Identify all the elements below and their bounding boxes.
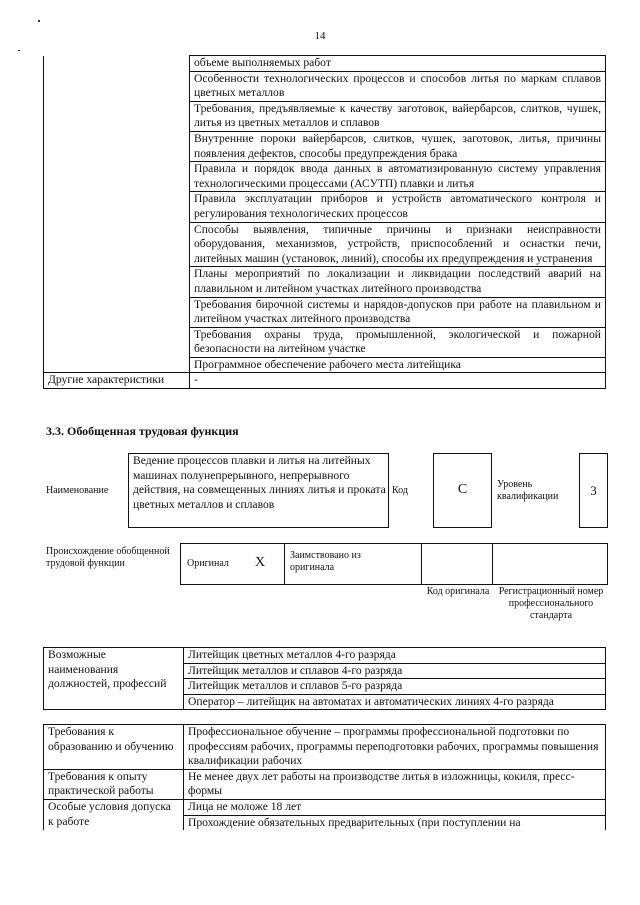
- code-label: Код: [392, 485, 408, 496]
- knowledge-row: Требования, предъявляемые к качеству заготовок, вайербарсов, слитков, чушек, литья из цветных металлов и сплавов: [190, 101, 606, 131]
- knowledge-label-cell: [44, 56, 190, 373]
- function-name-box: [128, 453, 389, 528]
- level-box: [579, 453, 608, 528]
- code-value: С: [457, 482, 468, 497]
- knowledge-row: Особенности технологических процессов и способов литья по маркам сплавов цветных металлов: [190, 71, 606, 101]
- registration-number-caption: Регистрационный номер профессионального стандарта: [498, 586, 604, 621]
- special-conditions-label: Особые условия допуска к работе: [44, 799, 184, 830]
- knowledge-row: Требования охраны труда, промышленной, экологической и пожарной безопасности на литейном участке: [190, 327, 606, 357]
- knowledge-row: Внутренние пороки вайербарсов, слитков, чушек, заготовок, литья, причины появления дефектов, способы предупреждения брака: [190, 131, 606, 161]
- special-conditions-value: Лица не моложе 18 лет: [184, 799, 606, 815]
- position-item: Оператор – литейщик на автоматах и автоматических линиях 4-го разряда: [184, 694, 606, 710]
- name-label: Наименование: [46, 485, 109, 496]
- original-mark: X: [255, 555, 266, 570]
- knowledge-row: Правила эксплуатации приборов и устройств автоматического контроля и регулирования технологических процессов: [190, 192, 606, 222]
- education-label: Требования к образованию и обучению: [44, 725, 184, 770]
- function-name-value: Ведение процессов плавки и литья на литейных машинах полунепрерывного, непрерывного действия, на совмещенных линиях литья и проката цветных металлов и сплавов: [133, 454, 386, 511]
- page-number: 14: [314, 30, 326, 42]
- knowledge-row: Программное обеспечение рабочего места литейщика: [190, 357, 606, 373]
- position-item: Литейщик металлов и сплавов 5-го разряда: [184, 679, 606, 695]
- special-conditions-value-continued: Прохождение обязательных предварительных (при поступлении на: [184, 815, 606, 830]
- knowledge-row: Планы мероприятий по локализации и ликвидации последствий аварий на плавильном и литейном участках литейного производства: [190, 267, 606, 297]
- knowledge-table: [43, 55, 606, 389]
- origin-divider: [492, 544, 493, 584]
- position-item: Литейщик металлов и сплавов 4-го разряда: [184, 663, 606, 679]
- knowledge-row: Правила и порядок ввода данных в автоматизированную систему управления технологическими процессами (АСУТП) плавки и литья: [190, 162, 606, 192]
- original-label: Оригинал: [187, 558, 229, 569]
- positions-table: [43, 647, 606, 710]
- scan-speck: [38, 20, 40, 22]
- section-title: 3.3. Обобщенная трудовая функция: [46, 424, 239, 438]
- origin-divider: [284, 544, 285, 584]
- level-label: Уровень квалификации: [497, 479, 559, 502]
- origin-label: Происхождение обобщенной трудовой функции: [46, 546, 170, 569]
- experience-value: Не менее двух лет работы на производстве литья в изложницы, кокиля, пресс-формы: [184, 769, 606, 799]
- origin-row: [180, 543, 608, 585]
- scan-speck: [18, 50, 20, 51]
- position-item: Литейщик цветных металлов 4-го разряда: [184, 648, 606, 664]
- positions-label: Возможные наименования должностей, профессий: [44, 648, 184, 710]
- code-box: [433, 453, 492, 528]
- other-characteristics-label: Другие характеристики: [44, 373, 190, 389]
- level-value: 3: [590, 483, 597, 498]
- borrowed-label: Заимствовано из оригинала: [290, 550, 361, 573]
- experience-label: Требования к опыту практической работы: [44, 769, 184, 799]
- code-original-caption: Код оригинала: [426, 586, 490, 597]
- origin-divider: [421, 544, 422, 584]
- requirements-table: [43, 724, 606, 830]
- knowledge-row: Способы выявления, типичные причины и признаки неисправности оборудования, механизмов, устройств, приспособлений и оснастки печи, литейных машин (установок, линий), способы их предупреждения и устранения: [190, 222, 606, 267]
- education-value: Профессиональное обучение – программы профессиональной подготовки по профессиям рабочих, программы переподготовки рабочих, программы повышения квалификации рабочих: [184, 725, 606, 770]
- knowledge-row: Требования бирочной системы и нарядов-допусков при работе на плавильном и литейном участках литейного производства: [190, 297, 606, 327]
- knowledge-row: объеме выполняемых работ: [190, 56, 606, 72]
- other-characteristics-value: -: [190, 373, 606, 389]
